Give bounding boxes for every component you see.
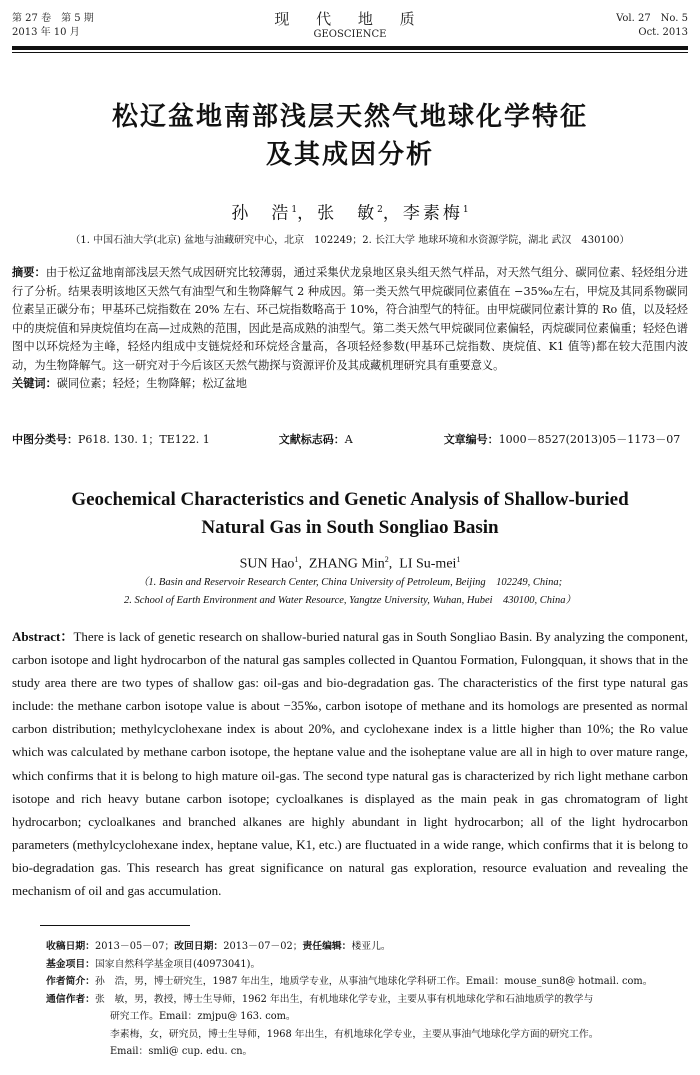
affiliation-en-1: （1. Basin and Reservoir Research Center, China University of Petroleum, Beijing 102249, China; (137, 577, 563, 588)
revised-label: 改回日期： (174, 941, 224, 952)
article-no-label: 文章编号： (443, 433, 499, 446)
abstract-en-label: Abstract： (12, 629, 74, 644)
header-rule-thick (12, 46, 688, 50)
title-cn-line1: 松辽盆地南部浅层天然气地球化学特征 (111, 102, 588, 132)
abstract-en (12, 625, 688, 902)
running-header-right (616, 12, 688, 40)
abstract-cn (12, 264, 688, 394)
authors-cn: 孙 浩$^1$，张 敏$^2$，李素梅$^1$ (231, 203, 469, 224)
journal-name-cn: 现 代 地 质 (274, 10, 426, 28)
author-en-2: ZHANG Min (308, 556, 385, 572)
title-cn-line2: 及其成因分析 (265, 140, 434, 170)
affiliation-en-2: 2. School of Earth Environment and Water Resource, Yangtze University, Wuhan, Hubei 430100, China） (124, 595, 576, 606)
author-en-1: SUN Hao (239, 556, 295, 572)
received-date: 2013－05－07； (94, 941, 175, 952)
author-en-1-sup: 1 (294, 555, 299, 564)
paper-title-en (0, 486, 700, 542)
volume-issue-cn: 第 27 卷 第 5 期 (12, 13, 94, 24)
author-en-3-sup: 1 (456, 555, 461, 564)
clc-value: P618. 130. 1；TE122. 1 (78, 433, 210, 446)
doc-code-label: 文献标志码： (278, 433, 345, 446)
footnote-bio (46, 973, 691, 991)
paper-title-cn (0, 98, 700, 174)
volume-issue-en: Vol. 27 No. 5 (616, 13, 688, 24)
author-en-3: LI Su-mei (399, 556, 457, 572)
corr-1: 张 敏，男，教授，博士生导师，1962 年出生，有机地球化学专业，主要从事有机地球化学和石油地质学的教学与 (94, 993, 594, 1005)
corr-label: 通信作者： (46, 993, 95, 1005)
affiliation-en (0, 574, 700, 610)
keywords-cn: 碳同位素；轻烃；生物降解；松辽盆地 (56, 377, 247, 390)
footnote-rule (40, 925, 190, 926)
author-cn-3: 李素梅 (402, 203, 463, 224)
clc-label: 中图分类号： (12, 433, 78, 446)
abstract-cn-text: 由于松辽盆地南部浅层天然气成因研究比较薄弱，通过采集伏龙泉地区泉头组天然气样品，对天然气组分、碳同位素、轻烃组分进行了分析。结果表明该地区天然气有油型气和生物降解气 2 种成因。第一类天然气甲烷碳同位素值在 −35‰左右，甲烷及其同系物碳同位素呈正碳分布；甲基环己烷指数在 20% 左右、环己烷指数略高于 10%，符合油型气的特征。由甲烷碳同位素计算的 Ro 值，以及轻烃中的庚烷值和异庚烷值均在高—过成熟的范围，因此是高成熟的油型气。第二类天然气甲烷碳同位素偏轻，丙烷碳同位素偏重；轻烃色谱图中以环烷烃为主峰，轻烃内组成中支链烷烃和环烷烃含量高，各项轻烃参数(甲基环己烷指数、庚烷值、K1 值等)都在较大范围内波动，为生物降解气。这一研究对于今后该区天然气勘探与资源评价及其成藏机理研究具有重要意义。 (12, 266, 688, 372)
author-cn-1: 孙 浩 (231, 203, 292, 224)
abstract-cn-label: 摘要： (12, 266, 46, 279)
footnotes (46, 938, 691, 1061)
keywords-cn-label: 关键词： (12, 377, 57, 390)
footnote-fund (46, 956, 691, 974)
abstract-en-text: There is lack of genetic research on shallow-buried natural gas in South Songliao Basin. By analyzing the component, carbon isotope and light hydrocarbon of the natural gas samples collected in Quantou Formation, Fulongquan, it shows that in the study area there are two types of shallow gas: oil-gas and bio-degradation gas. The characteristics of the first type natural gas include: the methane carbon isotope value is about −35‰, carbon isotope of methane and its homologs are presented as normal carbon distribution; methylcyclohexane index is about 20%, and cyclohexane index is a little higher than 10%; the Ro value which was calculated by methane carbon isotope, the heptane value and the isoheptane value are all in high to over mature range, which confirms that it is belong to high mature oil-gas. The second type natural gas is characterized by rich light methane carbon isotope and rich heavy butane carbon isotope; cycloalkanes is displayed as the main peak in gas chromatogram of light hydrocarbon; cycloalkanes and branched alkanes are highly abundant in light hydrocarbon; all of the light hydrocarbon parameters (methylcyclohexane index, heptane value, K1, etc.) are fluctuated in a wide range, which confirms that it is belong to bio-degradation gas. This research has great significance on natural gas exploration, resource evaluation and revealing the mechanism of oil and gas accumulation. (12, 629, 688, 899)
article-no-value: 1000－8527(2013)05－1173－07 (498, 433, 681, 446)
affiliation-cn: （1. 中国石油大学(北京) 盆地与油藏研究中心，北京 102249；2. 长江大学 地球环境和水资源学院，湖北 武汉 430100） (70, 235, 630, 246)
journal-name-en: GEOSCIENCE (313, 29, 387, 40)
footnote-corr-2: 李素梅，女，研究员，博士生导师，1968 年出生，有机地球化学专业，主要从事油气地球化学方面的研究工作。 (110, 1028, 599, 1040)
footnote-corr-2b: Email：smli@ cup. edu. cn。 (110, 1046, 253, 1057)
doc-code-value: A (344, 433, 353, 446)
footnote-dates (46, 938, 691, 956)
header-rule-thin (12, 52, 688, 53)
fund-value: 国家自然科学基金项目(40973041)。 (94, 958, 261, 970)
editor-name: 楼亚儿。 (351, 941, 391, 952)
author-cn-1-sup: 1 (291, 205, 298, 215)
author-cn-2: 张 敏 (317, 203, 378, 224)
bio-value: 孙 浩，男，博士研究生，1987 年出生，地质学专业，从事油气地球化学科研工作。Email：mouse_sun8@ hotmail. com。 (94, 976, 653, 987)
revised-date: 2013－07－02； (223, 941, 303, 952)
footnote-corr-1b: 研究工作。Email：zmjpu@ 163. com。 (110, 1011, 296, 1022)
title-en-line2: Natural Gas in South Songliao Basin (201, 517, 499, 538)
author-cn-2-sup: 2 (377, 205, 383, 215)
received-label: 收稿日期： (46, 941, 95, 952)
editor-label: 责任编辑： (302, 941, 352, 952)
authors-en: SUN Hao$^1$, ZHANG Min$^2$, LI Su-mei$^1$ (239, 555, 461, 572)
title-en-line1: Geochemical Characteristics and Genetic Analysis of Shallow-buried (71, 489, 629, 510)
running-header-center (0, 10, 700, 42)
fund-label: 基金项目： (46, 958, 95, 970)
footnote-corr (46, 991, 691, 1009)
author-cn-3-sup: 1 (462, 205, 469, 215)
bio-label: 作者简介： (46, 976, 95, 987)
author-en-2-sup: 2 (384, 555, 389, 564)
classification-row (12, 433, 688, 447)
date-en: Oct. 2013 (638, 27, 688, 38)
date-cn: 2013 年 10 月 (12, 27, 80, 38)
